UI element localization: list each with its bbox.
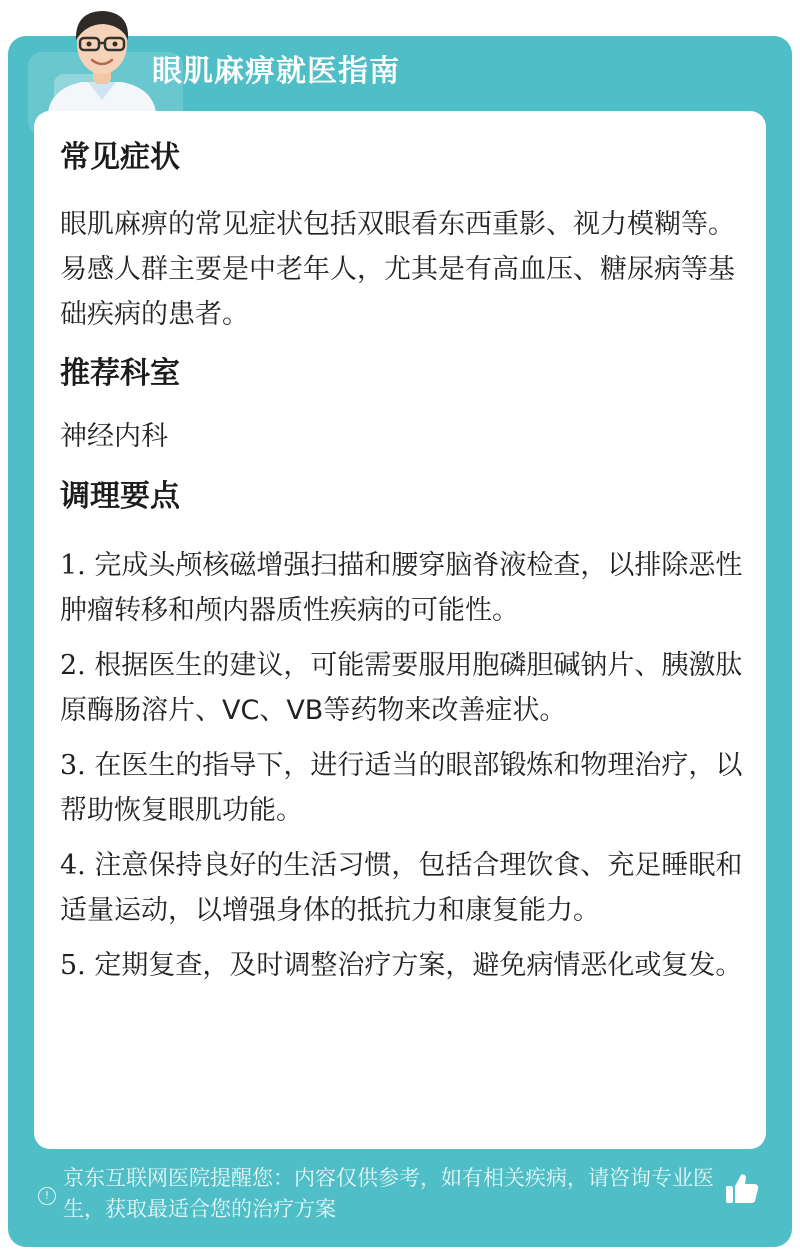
care-item <box>60 743 746 833</box>
department-text: 神经内科 <box>60 421 168 452</box>
care-item-text: 在医生的指导下，进行适当的眼部锻炼和物理治疗，以帮助恢复眼肌功能。 <box>60 750 743 826</box>
disclaimer-text: 京东互联网医院提醒您：内容仅供参考，如有相关疾病，请咨询专业医生，获取最适合您的治疗方案 <box>63 1166 714 1221</box>
care-item-number: 2. <box>60 650 86 681</box>
care-item-number: 5. <box>60 950 86 981</box>
care-item <box>60 543 746 633</box>
care-item-text: 定期复查，及时调整治疗方案，避免病情恶化或复发。 <box>94 950 743 981</box>
symptoms-text: 眼肌麻痹的常见症状包括双眼看东西重影、视力模糊等。易感人群主要是中老年人，尤其是有高血压、糖尿病等基础疾病的患者。 <box>60 209 735 330</box>
care-item <box>60 843 746 933</box>
care-item-number: 3. <box>60 750 86 781</box>
care-item-number: 1. <box>60 550 86 581</box>
care-item-text: 根据医生的建议，可能需要服用胞磷胆碱钠片、胰激肽原酶肠溶片、VC、VB等药物来改善症状。 <box>60 650 743 726</box>
disclaimer-footer <box>8 1160 792 1240</box>
care-item-text: 注意保持良好的生活习惯，包括合理饮食、充足睡眠和适量运动，以增强身体的抵抗力和康复能力。 <box>60 850 743 926</box>
care-item-text: 完成头颅核磁增强扫描和腰穿脑脊液检查，以排除恶性肿瘤转移和颅内器质性疾病的可能性。 <box>60 550 743 626</box>
doctor-avatar-icon <box>42 0 162 112</box>
symptoms-heading: 常见症状 <box>60 140 180 175</box>
care-item <box>60 943 746 988</box>
page-title: 眼肌麻痹就医指南 <box>152 54 400 89</box>
info-icon: ! <box>38 1187 56 1205</box>
department-heading: 推荐科室 <box>60 356 180 391</box>
content-card <box>34 111 766 1149</box>
care-heading: 调理要点 <box>60 479 180 514</box>
care-item-number: 4. <box>60 850 86 881</box>
care-item <box>60 643 746 733</box>
thumbs-up-icon[interactable] <box>724 1172 760 1206</box>
